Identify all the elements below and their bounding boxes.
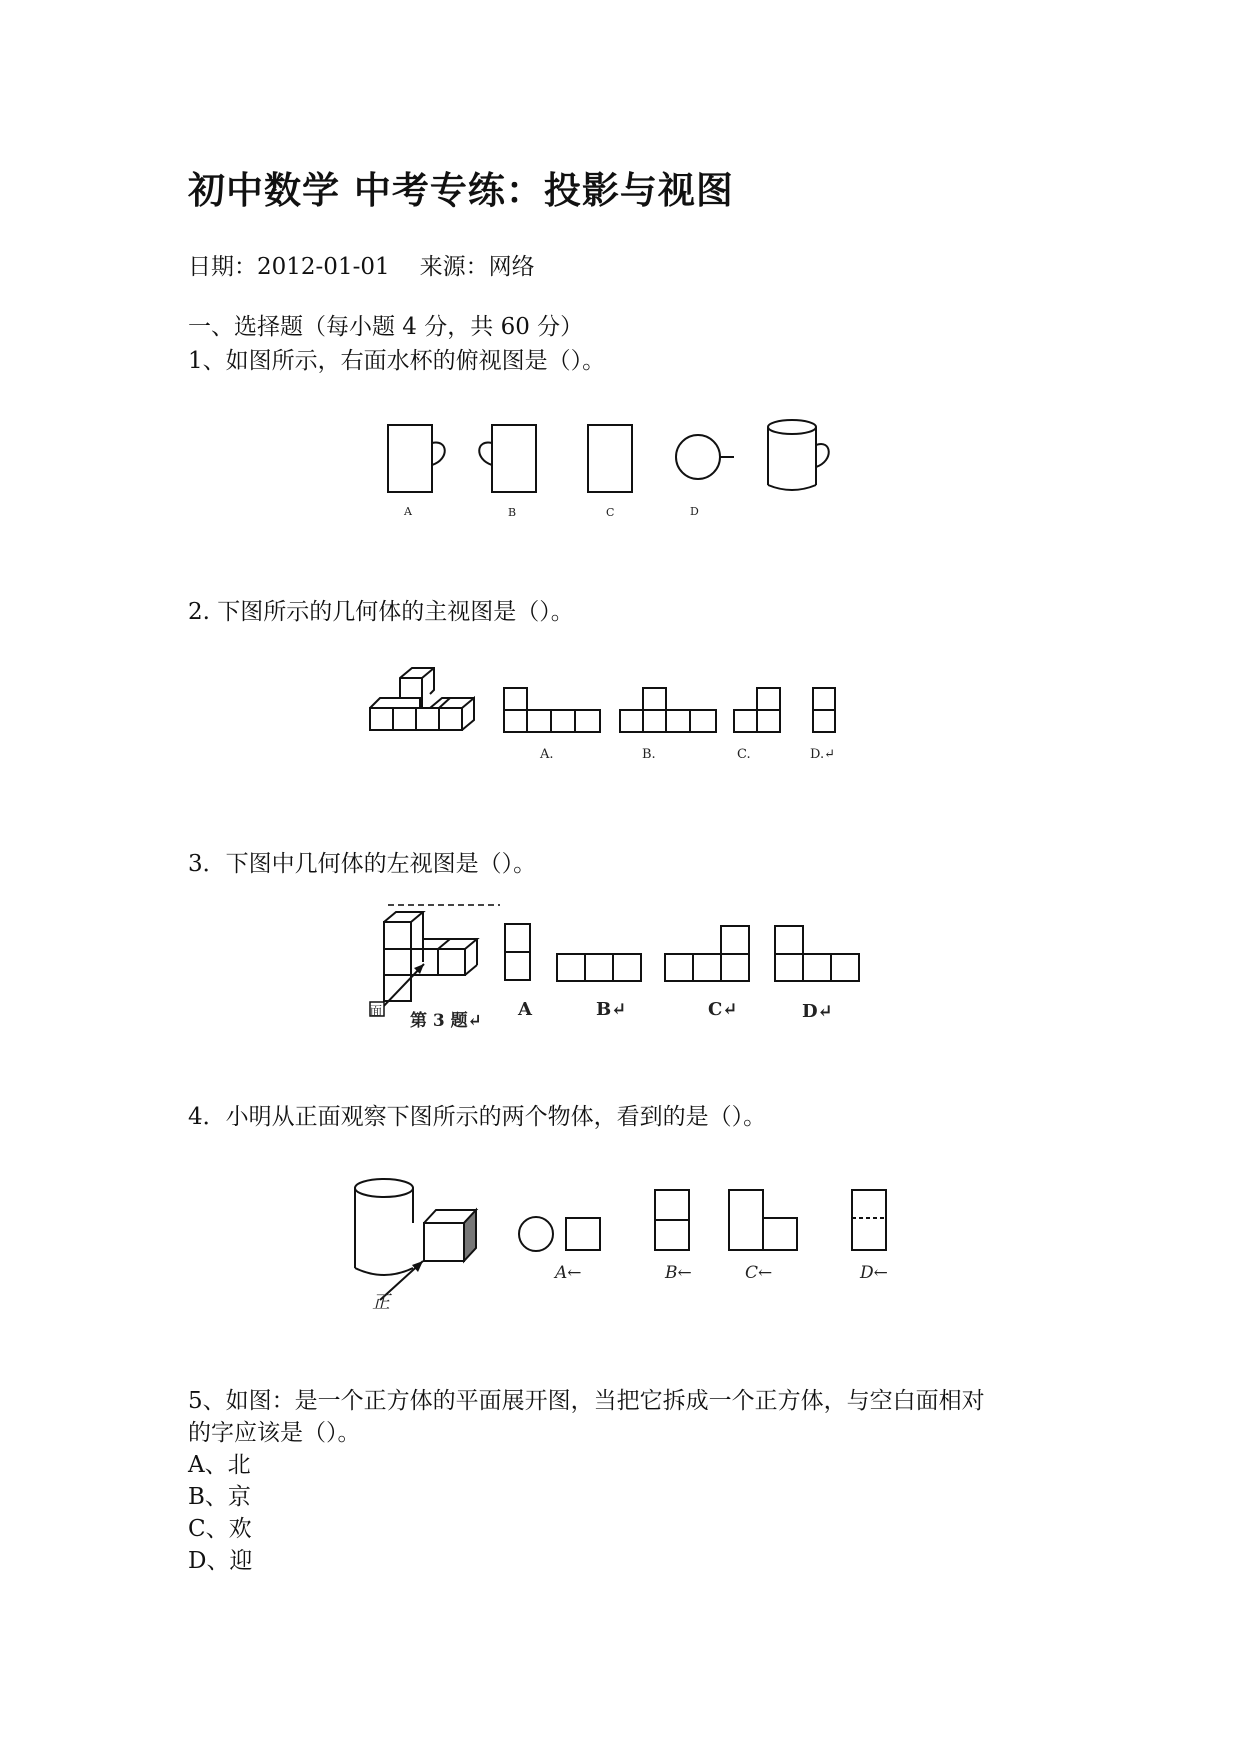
- q3-front-mark: 面: [370, 1004, 383, 1018]
- cup-option-d-shape: [676, 435, 734, 479]
- source-value: 网络: [488, 254, 535, 280]
- question-1-text: 1、如图所示，右面水杯的俯视图是（）。: [188, 348, 606, 374]
- cup-option-b-shape: [479, 425, 536, 492]
- front-view-option-d: [813, 688, 835, 732]
- question-4-text: 4．小明从正面观察下图所示的两个物体，看到的是（）。: [188, 1104, 767, 1130]
- q3-label-c: C↵: [708, 999, 738, 1020]
- source-label: 来源：: [419, 254, 489, 280]
- cup-3d-shape: [768, 420, 829, 490]
- question-3-text: 3．下图中几何体的左视图是（）。: [188, 851, 537, 877]
- front-view-option-c: [729, 1190, 797, 1250]
- q2-label-a: A.: [540, 747, 554, 762]
- q2-label-b: B.: [642, 747, 656, 762]
- front-view-option-a: [504, 688, 600, 732]
- date-value: 2012-01-01: [257, 254, 390, 280]
- option-c: C、欢: [188, 1516, 252, 1542]
- cylinder-and-cube-3d: [355, 1179, 476, 1300]
- question-1-figure: [370, 415, 870, 530]
- q4-label-d: D←: [860, 1263, 888, 1283]
- question-5-text-line-2: 的字应该是（）。: [188, 1420, 361, 1446]
- q3-label-d: D↵: [802, 1001, 833, 1022]
- q4-front-mark: 正: [372, 1292, 390, 1313]
- q2-label-d: D.↵: [810, 747, 835, 762]
- question-4-figure: [350, 1178, 910, 1313]
- cup-option-a-shape: [388, 425, 445, 492]
- q3-label-a: A: [518, 999, 532, 1020]
- q1-label-b: B: [508, 506, 517, 519]
- front-view-option-a: [519, 1217, 600, 1251]
- stacked-cubes-3d: [370, 668, 474, 730]
- cup-option-c-shape: [588, 425, 632, 492]
- q4-label-c: C←: [745, 1263, 773, 1283]
- left-view-option-c: [665, 926, 749, 981]
- q4-label-a: A←: [555, 1263, 582, 1283]
- l-shaped-solid-3d: [370, 912, 477, 1016]
- question-2-figure: [370, 668, 850, 763]
- q2-label-c: C.: [737, 747, 751, 762]
- q4-label-b: B←: [665, 1263, 692, 1283]
- front-view-option-b: [620, 688, 716, 732]
- front-view-option-d: [852, 1190, 886, 1250]
- option-a: A、北: [188, 1452, 251, 1478]
- front-view-option-b: [655, 1190, 689, 1250]
- left-view-option-b: [557, 954, 641, 981]
- option-d: D、迎: [188, 1548, 253, 1574]
- page-title: 初中数学 中考专练：投影与视图: [188, 169, 734, 212]
- meta-line: [188, 248, 535, 281]
- question-3-figure: [360, 902, 870, 1032]
- left-view-option-d: [775, 926, 859, 981]
- section-heading: 一、选择题（每小题 4 分，共 60 分）: [188, 314, 584, 340]
- question-2-text: 2. 下图所示的几何体的主视图是（）。: [188, 599, 574, 625]
- q1-label-d: D: [690, 505, 699, 518]
- option-b: B、京: [188, 1484, 251, 1510]
- date-label: 日期：: [188, 254, 257, 280]
- q3-label-b: B↵: [596, 999, 627, 1020]
- question-5-text-line-1: 5、如图：是一个正方体的平面展开图，当把它拆成一个正方体，与空白面相对: [188, 1388, 985, 1414]
- q1-label-c: C: [606, 506, 615, 519]
- left-view-option-a: [505, 924, 530, 980]
- front-view-option-c: [734, 688, 780, 732]
- q3-figure-caption: 第 3 题↵: [410, 1011, 482, 1031]
- q1-label-a: A: [404, 505, 412, 518]
